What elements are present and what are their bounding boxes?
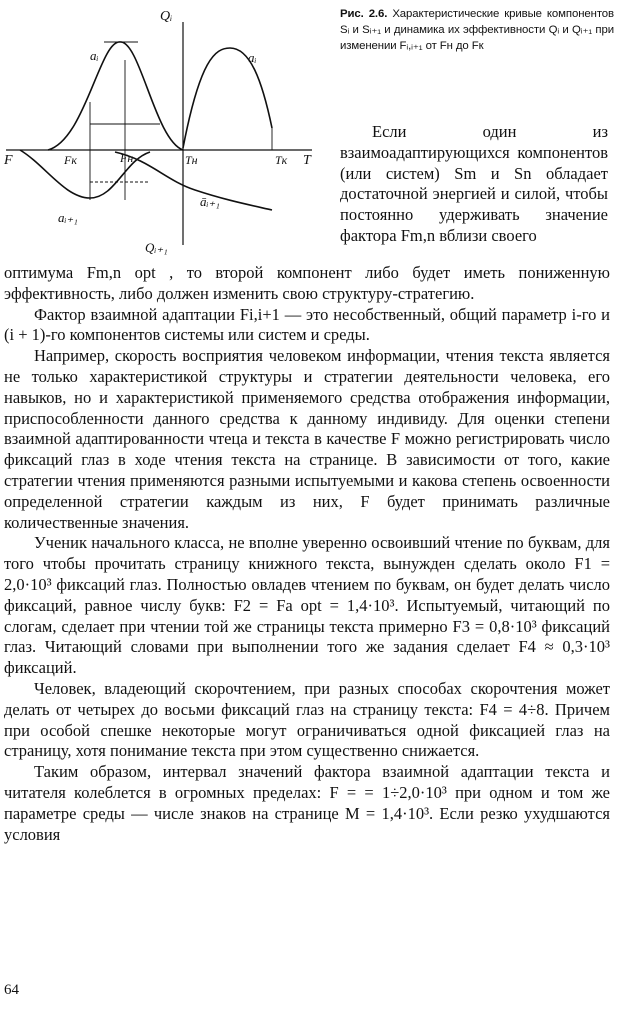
figure-caption [340, 6, 614, 54]
caption-text: Характеристические кривые компонентов Sᵢ и Sᵢ₊₁ и динамика их эффективности Qᵢ и Qᵢ₊₁ при изменении Fᵢ,ᵢ₊₁ от Fн до Fк [340, 8, 614, 52]
page-number: 64 [4, 982, 19, 998]
curve-a-left [48, 42, 183, 150]
label-curve-a-left: aᵢ [90, 48, 99, 63]
label-axis-q-neg: Qᵢ₊₁ [145, 240, 168, 255]
paragraph-factor-definition: Фактор взаимной адаптации Fi,i+1 — это несобственный, общий параметр i-го и (i + 1)-го компонентов системы или систем и среды. [4, 304, 610, 345]
paragraph-conclusion: Таким образом, интервал значений фактора взаимной адаптации текста и читателя колеблется в огромных пределах: F = = 1÷2,0·10³ при одном и том же параметре среды — числе знаков на странице M = 1,4·10³. Если резко ухудшаются условия [4, 762, 610, 844]
wrapped-paragraph: Если один из взаимоадаптирующихся компонентов (или систем) Sm и Sn обладает достаточной энергией и силой, чтобы постоянно удерживать значение фактора Fm,n вблизи своего [340, 122, 608, 245]
caption-label: Рис. 2.6. [340, 8, 388, 20]
paragraph-speed-reading: Человек, владеющий скорочтением, при разных способах скорочтения может делать от четырех до восьми фиксаций глаз на страницу текста: F4 = 4÷8. Причем при особой спешке некоторые могут ограничиваться одной фиксацией глаз на страницу, хотя понимание текста при этом существенно снижается. [4, 678, 610, 761]
label-t-k: Tк [275, 153, 288, 167]
label-curve-b-left: aᵢ₊₁ [58, 210, 78, 225]
label-axis-f: F [4, 153, 13, 168]
label-f-k: Fк [64, 153, 77, 167]
label-f-n: Fн [120, 151, 134, 165]
wrapped-paragraph-block [340, 122, 608, 247]
label-curve-a-right: aᵢ [248, 50, 257, 65]
label-axis-q: Qᵢ [160, 9, 173, 24]
paragraph-reading-example: Например, скорость восприятия человеком информации, чтения текста является не только характеристикой структуры и стратегии деятельности человека, его навыков, но и характеристикой применяемого средства отображения информации, приспособленности данного средства к данному индивиду. Для оценки степени взаимной адаптированности чтеца и текста в качестве F можно регистрировать число фиксаций глаз в ходе чтения текста на странице. В зависимости от того, какие стратегии чтения применяются разными испытуемыми и какова степень освоенности определенной стратегии каждым из них, F будет принимать различные количественные значения. [4, 346, 610, 532]
label-curve-b-right: āᵢ₊₁ [200, 194, 220, 209]
paragraph-continuation: оптимума Fm,n opt , то второй компонент либо будет иметь пониженную эффективность, либо должен изменить свою структуру-стратегию. [4, 263, 610, 303]
main-text-block [4, 263, 610, 845]
curve-a-right [183, 48, 272, 148]
characteristic-curves-figure [0, 0, 330, 262]
paragraph-pupil-example: Ученик начального класса, не вполне уверенно освоивший чтение по буквам, для того чтобы прочитать страницу книжного текста, вынужден сделать около F1 = 2,0·10³ фиксаций глаз. Полностью овладев чтением по буквам, он будет делать число фиксаций, равное числу букв: F2 = Fa opt = 1,4·10³. Испытуемый, читающий по слогам, сделает при чтении той же страницы текста примерно F3 = 0,8·10³ фиксаций глаз. Читающий словами при выполнении того же задания сделает F4 ≈ 0,3·10³ фиксаций. [4, 533, 610, 678]
label-t-n: Tн [185, 153, 198, 167]
label-axis-t: T [303, 153, 311, 168]
